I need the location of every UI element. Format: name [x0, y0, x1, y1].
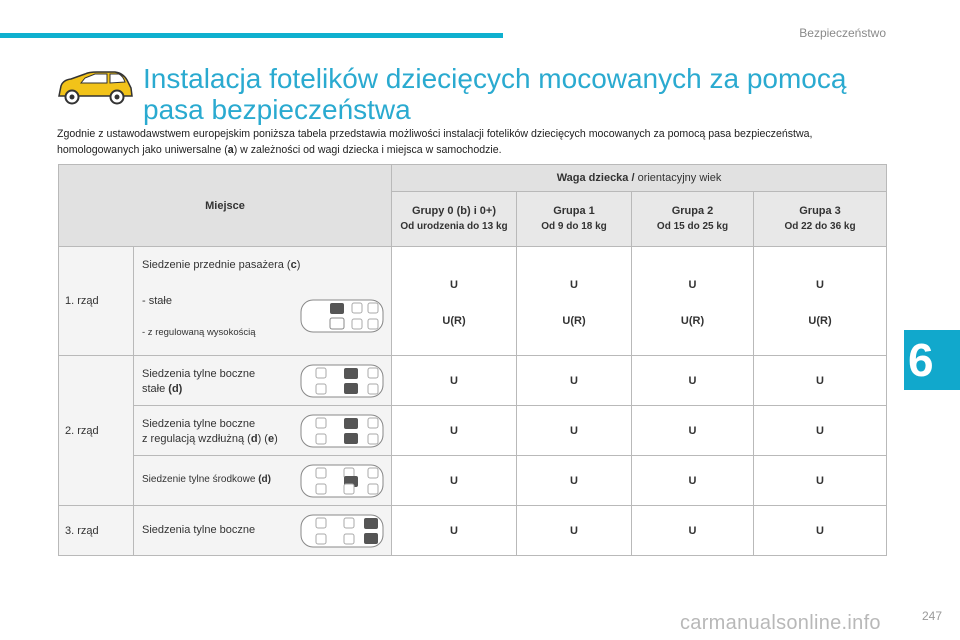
child-seat-table	[58, 164, 887, 556]
row-label: 3. rząd	[59, 506, 134, 556]
intro-paragraph	[57, 127, 897, 158]
value-cell: U U(R)	[517, 247, 632, 356]
watermark: carmanualsonline.info	[680, 612, 881, 634]
value-cell: U	[392, 506, 517, 556]
seat-cell	[134, 506, 392, 556]
value-cell: U	[392, 456, 517, 506]
value-cell: U	[517, 506, 632, 556]
seat-name: Siedzenia tylne boczne stałe (d)	[142, 368, 256, 395]
value-cell: U	[754, 406, 887, 456]
seat-cell	[134, 356, 392, 406]
table-row-2a	[59, 356, 887, 406]
seat-name: Siedzenia tylne boczne z regulacją wzdłużną (d) (e)	[142, 418, 278, 445]
table-row-3	[59, 506, 887, 556]
title-line-1: Instalacja fotelików dziecięcych mocowanych za pomocą	[143, 63, 847, 94]
row-label: 2. rząd	[59, 356, 134, 506]
title-line-2: pasa bezpieczeństwa	[143, 94, 411, 125]
seat-name: Siedzenie przednie pasażera (c)	[142, 259, 301, 271]
value-cell: U	[392, 406, 517, 456]
value-cell: U	[754, 356, 887, 406]
car-seat-diagram-icon	[300, 514, 384, 548]
car-seat-diagram-icon	[300, 364, 384, 398]
seat-name: Siedzenia tylne boczne	[142, 524, 256, 536]
intro-text-1: Zgodnie z ustawodawstwem europejskim poniższa tabela przedstawia możliwości instalacji fotelików dziecięcych mocowanych za pomocą pasa bezpieczeństwa, homologowanych jako uniwersalne (	[57, 128, 813, 156]
car-seat-diagram-icon	[300, 464, 384, 498]
seat-cell	[134, 406, 392, 456]
car-seat-diagram-icon	[300, 414, 384, 448]
top-accent-bar	[0, 33, 503, 38]
intro-bold: a	[227, 143, 234, 156]
value-cell: U	[632, 506, 754, 556]
car-icon	[55, 70, 135, 106]
seat-cell	[134, 456, 392, 506]
group-1: Grupa 1 Od 9 do 18 kg	[517, 192, 632, 247]
value-cell: U	[754, 506, 887, 556]
seat-name: Siedzenie tylne środkowe (d)	[142, 474, 271, 485]
seat-option-adjustable: - z regulowaną wysokością	[142, 327, 256, 338]
seat-option-fixed: - stałe	[142, 295, 172, 307]
intro-text-2: ) w zależności od wagi dziecka i miejsca w samochodzie.	[233, 143, 502, 156]
header-miejsce: Miejsce	[59, 165, 392, 247]
page-number: 247	[921, 609, 942, 623]
group-2: Grupa 2 Od 15 do 25 kg	[632, 192, 754, 247]
table-row-2c	[59, 456, 887, 506]
row-label: 1. rząd	[59, 247, 134, 356]
value-cell: U	[632, 456, 754, 506]
seat-cell	[134, 247, 392, 356]
car-seat-diagram-icon	[300, 299, 384, 333]
value-cell: U U(R)	[392, 247, 517, 356]
value-cell: U	[754, 456, 887, 506]
page-title	[143, 63, 846, 125]
value-cell: U U(R)	[632, 247, 754, 356]
value-cell: U U(R)	[754, 247, 887, 356]
group-0: Grupy 0 (b) i 0+) Od urodzenia do 13 kg	[392, 192, 517, 247]
header-waga: Waga dziecka / orientacyjny wiek	[392, 165, 887, 192]
chapter-tab: 6	[904, 330, 960, 390]
table-row-1	[59, 247, 887, 356]
value-cell: U	[632, 356, 754, 406]
value-cell: U	[517, 356, 632, 406]
table-row-2b	[59, 406, 887, 456]
group-3: Grupa 3 Od 22 do 36 kg	[754, 192, 887, 247]
value-cell: U	[392, 356, 517, 406]
value-cell: U	[517, 406, 632, 456]
section-title: Bezpieczeństwo	[799, 26, 886, 40]
value-cell: U	[517, 456, 632, 506]
value-cell: U	[632, 406, 754, 456]
